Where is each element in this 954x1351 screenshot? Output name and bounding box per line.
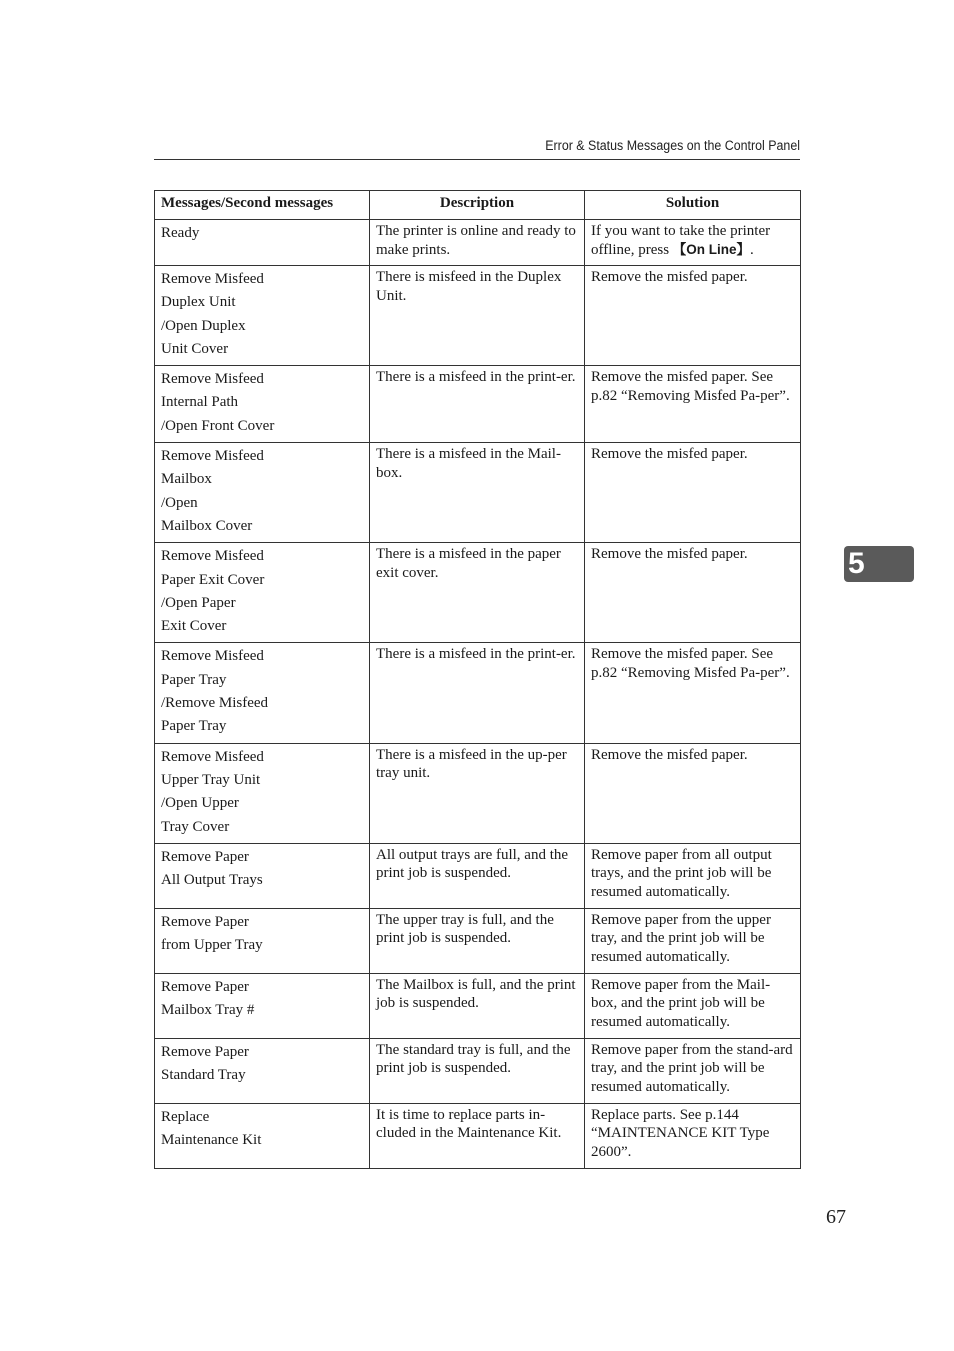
message-cell — [155, 743, 370, 843]
table-body — [155, 220, 801, 1169]
chapter-number: 5 — [848, 547, 865, 580]
message-line: Ready — [161, 225, 200, 241]
column-header-solution: Solution — [585, 191, 801, 220]
message-cell — [155, 643, 370, 743]
message-line: Duplex Unit — [161, 294, 236, 311]
message-cell — [155, 366, 370, 443]
message-line: /Open Paper — [161, 594, 236, 611]
message-line: Paper Exit Cover — [161, 571, 265, 588]
solution-cell — [585, 1103, 801, 1168]
message-line: Remove Paper — [161, 848, 249, 865]
solution-text: Remove the misfed paper. — [591, 746, 748, 763]
message-line: Paper Tray — [161, 718, 227, 735]
table-row — [155, 973, 801, 1038]
solution-text: Remove the misfed paper. See p.82 “Removing Misfed Pa-per”. — [591, 369, 790, 404]
description-cell: All output trays are full, and the print job is suspended. — [370, 843, 585, 908]
message-cell — [155, 843, 370, 908]
solution-text: If you want to take the printer offline, press — [591, 223, 771, 258]
table-row — [155, 366, 801, 443]
message-line: Mailbox — [161, 471, 212, 488]
solution-cell — [585, 220, 801, 266]
message-line: /Open Upper — [161, 795, 239, 812]
message-line: Internal Path — [161, 394, 239, 411]
message-cell — [155, 908, 370, 973]
message-cell — [155, 1103, 370, 1168]
message-line: Remove Misfeed — [161, 371, 264, 388]
message-line: All Output Trays — [161, 872, 263, 889]
message-cell — [155, 443, 370, 543]
message-line: /Open Duplex — [161, 317, 246, 334]
message-line: /Open Front Cover — [161, 417, 275, 434]
description-cell: There is a misfeed in the Mail-box. — [370, 443, 585, 543]
column-header-messages: Messages/Second messages — [155, 191, 370, 220]
message-line: Replace — [161, 1108, 210, 1125]
solution-cell — [585, 743, 801, 843]
solution-text: Remove the misfed paper. — [591, 446, 748, 463]
solution-cell — [585, 266, 801, 366]
message-line: Remove Misfeed — [161, 448, 264, 465]
solution-text: . — [750, 241, 754, 258]
table-row — [155, 543, 801, 643]
solution-text: Remove the misfed paper. — [591, 546, 748, 563]
table-row — [155, 908, 801, 973]
description-cell: There is a misfeed in the print-er. — [370, 366, 585, 443]
message-line: Exit Cover — [161, 618, 227, 635]
message-line: Tray Cover — [161, 818, 230, 835]
message-line: Standard Tray — [161, 1067, 246, 1084]
table-header-row — [155, 191, 801, 220]
solution-cell — [585, 973, 801, 1038]
message-line: Remove Misfeed — [161, 548, 264, 565]
message-line: /Remove Misfeed — [161, 695, 269, 712]
running-header: Error & Status Messages on the Control Panel — [545, 138, 800, 153]
solution-cell — [585, 843, 801, 908]
message-line: Mailbox Tray # — [161, 1002, 255, 1019]
description-cell: The upper tray is full, and the print job is suspended. — [370, 908, 585, 973]
message-line: from Upper Tray — [161, 937, 263, 954]
table-row — [155, 266, 801, 366]
table-row — [155, 843, 801, 908]
table-row — [155, 1103, 801, 1168]
solution-text: Remove paper from the upper tray, and the print job will be resumed automatically. — [591, 911, 771, 965]
solution-text: Remove paper from the stand-ard tray, and the print job will be resumed automatically. — [591, 1041, 793, 1095]
solution-cell — [585, 543, 801, 643]
description-cell: There is a misfeed in the paper exit cover. — [370, 543, 585, 643]
online-key-label: 【On Line】 — [672, 241, 751, 257]
table-row — [155, 443, 801, 543]
column-header-description: Description — [370, 191, 585, 220]
solution-cell — [585, 643, 801, 743]
table-row — [155, 643, 801, 743]
message-cell — [155, 220, 370, 266]
message-line: Remove Paper — [161, 1043, 249, 1060]
description-cell: The printer is online and ready to make prints. — [370, 220, 585, 266]
table-row — [155, 1038, 801, 1103]
description-cell: There is a misfeed in the print-er. — [370, 643, 585, 743]
description-cell: It is time to replace parts in-cluded in the Maintenance Kit. — [370, 1103, 585, 1168]
message-cell — [155, 543, 370, 643]
message-line: Maintenance Kit — [161, 1132, 262, 1149]
message-line: Remove Paper — [161, 978, 249, 995]
message-line: Remove Misfeed — [161, 748, 264, 765]
solution-text: Remove paper from all output trays, and the print job will be resumed automatically. — [591, 846, 772, 900]
description-cell: The standard tray is full, and the print job is suspended. — [370, 1038, 585, 1103]
message-line: Paper Tray — [161, 671, 227, 688]
message-line: Remove Misfeed — [161, 648, 264, 665]
solution-text: Remove the misfed paper. See p.82 “Removing Misfed Pa-per”. — [591, 646, 790, 681]
solution-cell — [585, 1038, 801, 1103]
message-cell — [155, 973, 370, 1038]
chapter-tab — [844, 546, 914, 582]
description-cell: The Mailbox is full, and the print job is suspended. — [370, 973, 585, 1038]
message-line: Upper Tray Unit — [161, 771, 261, 788]
messages-table — [154, 190, 801, 1169]
message-cell — [155, 1038, 370, 1103]
solution-cell — [585, 908, 801, 973]
solution-text: Remove paper from the Mail-box, and the print job will be resumed automatically. — [591, 976, 771, 1030]
table-row — [155, 220, 801, 266]
table-row — [155, 743, 801, 843]
message-line: Remove Misfeed — [161, 271, 264, 287]
solution-cell — [585, 443, 801, 543]
solution-text: Remove the misfed paper. — [591, 269, 748, 285]
message-line: Mailbox Cover — [161, 517, 253, 534]
message-line: /Open — [161, 494, 198, 511]
solution-cell — [585, 366, 801, 443]
message-cell — [155, 266, 370, 366]
message-line: Remove Paper — [161, 913, 249, 930]
header-rule — [154, 159, 800, 160]
solution-text: Replace parts. See p.144 “MAINTENANCE KIT Type 2600”. — [591, 1106, 770, 1160]
description-cell: There is misfeed in the Duplex Unit. — [370, 266, 585, 366]
description-cell: There is a misfeed in the up-per tray unit. — [370, 743, 585, 843]
message-line: Unit Cover — [161, 340, 229, 357]
page-number: 67 — [826, 1206, 846, 1228]
